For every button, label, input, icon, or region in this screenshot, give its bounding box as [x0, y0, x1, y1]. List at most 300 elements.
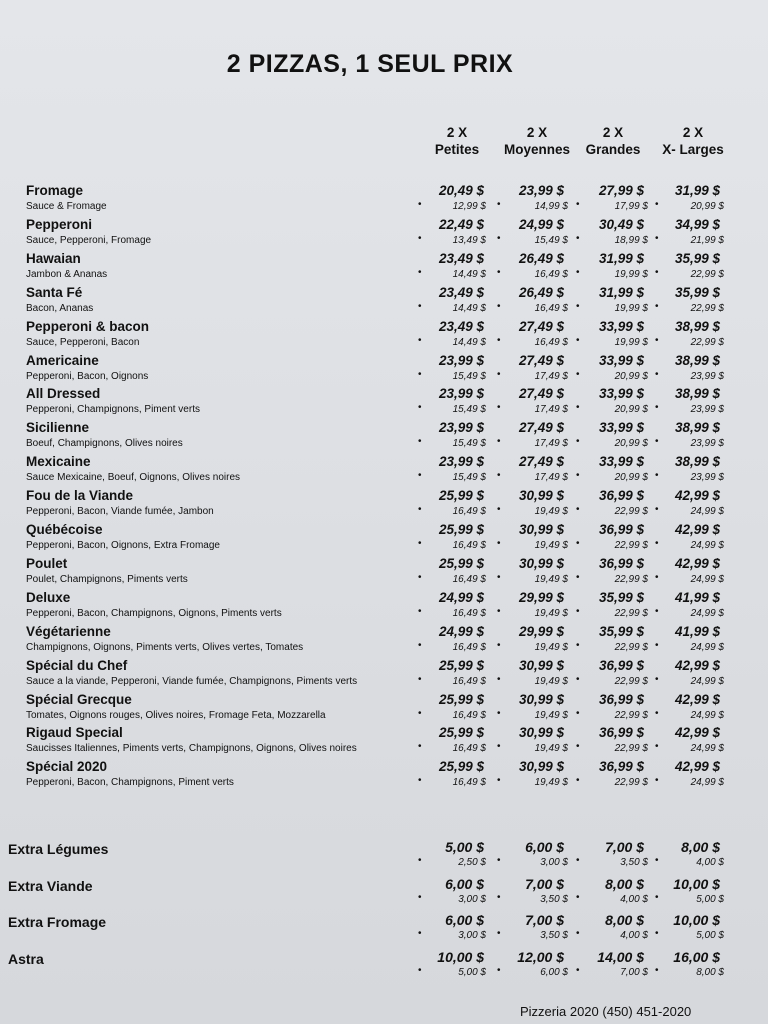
single-price: 13,49 $ — [452, 234, 486, 246]
single-price: 20,99 $ — [614, 370, 648, 382]
dot-leader: • — [497, 504, 501, 516]
double-price: 33,99 $ — [598, 386, 644, 402]
dot-leader: • — [418, 775, 422, 787]
double-price: 25,99 $ — [438, 555, 484, 571]
single-price: 16,49 $ — [452, 675, 486, 687]
menu-item — [0, 454, 768, 488]
extra-single-price: 3,50 $ — [540, 893, 568, 905]
single-price: 17,49 $ — [534, 404, 568, 416]
single-price: 19,49 $ — [534, 777, 568, 789]
dot-leader: • — [576, 368, 580, 380]
extra-single-price: 3,00 $ — [540, 857, 568, 868]
extra-single-price: 3,00 $ — [458, 930, 486, 942]
menu-item — [0, 386, 768, 420]
double-price: 22,49 $ — [438, 216, 484, 232]
pizza-name: Hawaian — [26, 250, 81, 266]
extra-name: Extra Fromage — [8, 914, 107, 931]
double-price: 25,99 $ — [438, 759, 484, 775]
dot-leader: • — [576, 891, 580, 903]
pizza-name: Rigaud Special — [26, 725, 123, 741]
dot-leader: • — [497, 855, 501, 866]
double-price: 25,99 $ — [438, 691, 484, 707]
double-price: 35,99 $ — [674, 284, 720, 300]
extra-item — [0, 839, 768, 875]
pizza-ingredients: Saucisses Italiennes, Piments verts, Champignons, Oignons, Olives noires — [26, 743, 357, 755]
double-price: 23,49 $ — [438, 250, 484, 266]
single-price: 14,49 $ — [452, 268, 486, 280]
double-price: 36,99 $ — [598, 725, 644, 741]
pizza-ingredients: Pepperoni, Bacon, Oignons — [26, 370, 149, 382]
single-price: 22,99 $ — [614, 709, 648, 721]
dot-leader: • — [655, 470, 659, 482]
double-price: 29,99 $ — [518, 589, 564, 605]
extra-single-price: 4,00 $ — [696, 857, 724, 868]
menu-item — [0, 624, 768, 658]
dot-leader: • — [576, 741, 580, 753]
pizza-ingredients: Pepperoni, Champignons, Piment verts — [26, 404, 200, 416]
single-price: 23,99 $ — [690, 370, 724, 382]
extra-double-price: 16,00 $ — [673, 948, 720, 965]
extra-single-price: 3,00 $ — [458, 893, 486, 905]
dot-leader: • — [576, 334, 580, 346]
dot-leader: • — [418, 402, 422, 414]
double-price: 27,49 $ — [518, 318, 564, 334]
dot-leader: • — [497, 232, 501, 244]
dot-leader: • — [418, 928, 422, 940]
double-price: 27,49 $ — [518, 420, 564, 436]
menu-item — [0, 251, 768, 285]
dot-leader: • — [497, 436, 501, 448]
extra-double-price: 5,00 $ — [445, 839, 484, 855]
dot-leader: • — [418, 504, 422, 516]
double-price: 42,99 $ — [674, 759, 720, 775]
single-price: 23,99 $ — [690, 472, 724, 484]
single-price: 15,49 $ — [452, 404, 486, 416]
dot-leader: • — [418, 436, 422, 448]
pizza-name: All Dressed — [26, 386, 101, 402]
extra-double-price: 7,00 $ — [525, 912, 564, 929]
extra-single-price: 5,00 $ — [696, 893, 724, 905]
single-price: 17,99 $ — [614, 201, 648, 212]
double-price: 42,99 $ — [674, 555, 720, 571]
single-price: 16,49 $ — [534, 336, 568, 348]
dot-leader: • — [418, 368, 422, 380]
dot-leader: • — [576, 707, 580, 719]
dot-leader: • — [418, 964, 422, 976]
dot-leader: • — [655, 928, 659, 940]
single-price: 22,99 $ — [690, 302, 724, 314]
pizza-ingredients: Boeuf, Champignons, Olives noires — [26, 438, 183, 450]
extra-double-price: 7,00 $ — [525, 875, 564, 892]
double-price: 24,99 $ — [438, 623, 484, 639]
dot-leader: • — [576, 470, 580, 482]
dot-leader: • — [497, 891, 501, 903]
extra-double-price: 10,00 $ — [673, 875, 720, 892]
pizza-ingredients: Sauce Mexicaine, Boeuf, Oignons, Olives noires — [26, 472, 240, 484]
single-price: 16,49 $ — [452, 709, 486, 721]
pizza-ingredients: Sauce, Pepperoni, Bacon — [26, 336, 140, 348]
single-price: 15,49 $ — [452, 370, 486, 382]
dot-leader: • — [655, 775, 659, 787]
dot-leader: • — [497, 368, 501, 380]
dot-leader: • — [497, 605, 501, 617]
single-price: 22,99 $ — [614, 540, 648, 551]
dot-leader: • — [418, 639, 422, 651]
double-price: 36,99 $ — [598, 657, 644, 673]
single-price: 24,99 $ — [690, 641, 724, 653]
dot-leader: • — [497, 266, 501, 278]
dot-leader: • — [655, 538, 659, 549]
dot-leader: • — [655, 504, 659, 516]
double-price: 38,99 $ — [674, 454, 720, 470]
menu-item — [0, 725, 768, 759]
pizza-name: Deluxe — [26, 589, 71, 605]
double-price: 30,99 $ — [518, 522, 564, 537]
dot-leader: • — [576, 605, 580, 617]
dot-leader: • — [655, 673, 659, 685]
single-price: 15,49 $ — [452, 472, 486, 484]
extra-single-price: 4,00 $ — [620, 930, 648, 942]
dot-leader: • — [497, 964, 501, 976]
double-price: 23,99 $ — [438, 454, 484, 470]
single-price: 19,99 $ — [614, 302, 648, 314]
dot-leader: • — [576, 673, 580, 685]
dot-leader: • — [497, 741, 501, 753]
double-price: 29,99 $ — [518, 623, 564, 639]
double-price: 31,99 $ — [598, 250, 644, 266]
dot-leader: • — [655, 707, 659, 719]
single-price: 22,99 $ — [690, 268, 724, 280]
dot-leader: • — [418, 741, 422, 753]
single-price: 24,99 $ — [690, 777, 724, 789]
extra-single-price: 4,00 $ — [620, 893, 648, 905]
extra-name: Extra Viande — [8, 877, 93, 894]
single-price: 24,99 $ — [690, 607, 724, 619]
dot-leader: • — [576, 504, 580, 516]
single-price: 19,49 $ — [534, 573, 568, 585]
extra-double-price: 7,00 $ — [605, 839, 644, 855]
double-price: 23,99 $ — [438, 352, 484, 368]
single-price: 16,49 $ — [452, 777, 486, 789]
double-price: 42,99 $ — [674, 725, 720, 741]
single-price: 19,49 $ — [534, 506, 568, 518]
extra-name: Astra — [8, 950, 44, 967]
single-price: 20,99 $ — [614, 438, 648, 450]
double-price: 42,99 $ — [674, 657, 720, 673]
single-price: 20,99 $ — [614, 472, 648, 484]
double-price: 23,49 $ — [438, 284, 484, 300]
menu-item — [0, 285, 768, 319]
double-price: 30,99 $ — [518, 691, 564, 707]
single-price: 24,99 $ — [690, 743, 724, 755]
dot-leader: • — [655, 436, 659, 448]
dot-leader: • — [497, 538, 501, 549]
menu-item — [0, 658, 768, 692]
double-price: 36,99 $ — [598, 759, 644, 775]
single-price: 20,99 $ — [614, 404, 648, 416]
single-price: 16,49 $ — [534, 302, 568, 314]
dot-leader: • — [655, 964, 659, 976]
dot-leader: • — [576, 855, 580, 866]
dot-leader: • — [497, 639, 501, 651]
pizza-name: Sicilienne — [26, 420, 90, 436]
double-price: 27,49 $ — [518, 352, 564, 368]
single-price: 22,99 $ — [614, 675, 648, 687]
extra-double-price: 8,00 $ — [681, 839, 720, 855]
double-price: 41,99 $ — [674, 589, 720, 605]
double-price: 31,99 $ — [598, 284, 644, 300]
column-header-petites: 2 X Petites — [434, 125, 480, 157]
dot-leader: • — [655, 741, 659, 753]
single-price: 24,99 $ — [690, 540, 724, 551]
extra-single-price: 2,50 $ — [458, 857, 486, 868]
pizza-ingredients: Champignons, Oignons, Piments verts, Olives vertes, Tomates — [26, 641, 304, 653]
extra-single-price: 6,00 $ — [540, 966, 568, 978]
dot-leader: • — [655, 334, 659, 346]
dot-leader: • — [497, 775, 501, 787]
extra-single-price: 3,50 $ — [540, 930, 568, 942]
single-price: 17,49 $ — [534, 370, 568, 382]
double-price: 33,99 $ — [598, 318, 644, 334]
dot-leader: • — [497, 334, 501, 346]
single-price: 14,99 $ — [534, 201, 568, 212]
single-price: 14,49 $ — [452, 336, 486, 348]
dot-leader: • — [576, 402, 580, 414]
column-header-moyennes: 2 X Moyennes — [503, 125, 571, 157]
single-price: 15,49 $ — [452, 438, 486, 450]
extra-single-price: 5,00 $ — [458, 966, 486, 978]
dot-leader: • — [497, 470, 501, 482]
double-price: 42,99 $ — [674, 522, 720, 537]
dot-leader: • — [497, 673, 501, 685]
double-price: 23,99 $ — [518, 183, 564, 198]
dot-leader: • — [655, 368, 659, 380]
dot-leader: • — [576, 571, 580, 583]
extra-single-price: 5,00 $ — [696, 930, 724, 942]
dot-leader: • — [655, 266, 659, 278]
single-price: 16,49 $ — [452, 540, 486, 551]
double-price: 25,99 $ — [438, 522, 484, 537]
pizza-ingredients: Tomates, Oignons rouges, Olives noires, Fromage Feta, Mozzarella — [26, 709, 326, 721]
dot-leader: • — [497, 402, 501, 414]
double-price: 26,49 $ — [518, 284, 564, 300]
double-price: 30,99 $ — [518, 759, 564, 775]
single-price: 24,99 $ — [690, 709, 724, 721]
single-price: 22,99 $ — [614, 607, 648, 619]
dot-leader: • — [418, 673, 422, 685]
double-price: 35,99 $ — [598, 589, 644, 605]
single-price: 19,49 $ — [534, 675, 568, 687]
dot-leader: • — [655, 891, 659, 903]
dot-leader: • — [418, 891, 422, 903]
extra-double-price: 14,00 $ — [597, 948, 644, 965]
double-price: 38,99 $ — [674, 386, 720, 402]
menu-item — [0, 759, 768, 793]
dot-leader: • — [418, 855, 422, 866]
extra-double-price: 10,00 $ — [673, 912, 720, 929]
dot-leader: • — [418, 538, 422, 549]
dot-leader: • — [418, 707, 422, 719]
double-price: 36,99 $ — [598, 522, 644, 537]
single-price: 22,99 $ — [614, 573, 648, 585]
single-price: 19,49 $ — [534, 709, 568, 721]
extra-double-price: 6,00 $ — [445, 875, 484, 892]
double-price: 30,99 $ — [518, 725, 564, 741]
pizza-ingredients: Pepperoni, Bacon, Viande fumée, Jambon — [26, 506, 214, 518]
single-price: 18,99 $ — [614, 234, 648, 246]
single-price: 22,99 $ — [614, 777, 648, 789]
pizza-ingredients: Jambon & Ananas — [26, 268, 108, 280]
single-price: 20,99 $ — [690, 201, 724, 212]
single-price: 19,49 $ — [534, 540, 568, 551]
double-price: 27,49 $ — [518, 454, 564, 470]
extra-double-price: 8,00 $ — [605, 912, 644, 929]
double-price: 42,99 $ — [674, 488, 720, 504]
pizza-ingredients: Pepperoni, Bacon, Champignons, Piment verts — [26, 777, 234, 789]
dot-leader: • — [576, 928, 580, 940]
dot-leader: • — [655, 199, 659, 210]
double-price: 38,99 $ — [674, 420, 720, 436]
single-price: 19,49 $ — [534, 607, 568, 619]
double-price: 31,99 $ — [674, 183, 720, 198]
dot-leader: • — [576, 436, 580, 448]
dot-leader: • — [418, 199, 422, 210]
dot-leader: • — [497, 928, 501, 940]
extra-item — [0, 876, 768, 912]
double-price: 27,99 $ — [598, 183, 644, 198]
dot-leader: • — [418, 470, 422, 482]
dot-leader: • — [576, 538, 580, 549]
dot-leader: • — [418, 266, 422, 278]
single-price: 22,99 $ — [614, 641, 648, 653]
single-price: 16,49 $ — [452, 743, 486, 755]
menu-item — [0, 488, 768, 522]
single-price: 14,49 $ — [452, 302, 486, 314]
double-price: 20,49 $ — [438, 183, 484, 198]
double-price: 23,99 $ — [438, 420, 484, 436]
pizza-name: Végétarienne — [26, 623, 111, 639]
dot-leader: • — [655, 232, 659, 244]
dot-leader: • — [655, 571, 659, 583]
pizza-ingredients: Pepperoni, Bacon, Champignons, Oignons, Piments verts — [26, 607, 282, 619]
dot-leader: • — [497, 199, 501, 210]
extra-name: Extra Légumes — [8, 841, 109, 857]
extra-single-price: 7,00 $ — [620, 966, 648, 978]
extra-double-price: 12,00 $ — [517, 948, 564, 965]
single-price: 17,49 $ — [534, 472, 568, 484]
menu-item — [0, 692, 768, 726]
single-price: 22,99 $ — [690, 336, 724, 348]
pizza-name: Pepperoni & bacon — [26, 318, 150, 334]
pizza-ingredients: Pepperoni, Bacon, Oignons, Extra Fromage — [26, 540, 220, 551]
single-price: 16,49 $ — [452, 607, 486, 619]
dot-leader: • — [497, 300, 501, 312]
single-price: 16,49 $ — [534, 268, 568, 280]
dot-leader: • — [576, 266, 580, 278]
double-price: 30,99 $ — [518, 657, 564, 673]
single-price: 12,99 $ — [452, 201, 486, 212]
double-price: 27,49 $ — [518, 386, 564, 402]
single-price: 16,49 $ — [452, 573, 486, 585]
pizza-name: Americaine — [26, 352, 99, 368]
double-price: 36,99 $ — [598, 488, 644, 504]
dot-leader: • — [655, 300, 659, 312]
double-price: 35,99 $ — [674, 250, 720, 266]
dot-leader: • — [655, 855, 659, 866]
pizza-name: Spécial Grecque — [26, 691, 132, 707]
menu-item — [0, 319, 768, 353]
double-price: 25,99 $ — [438, 657, 484, 673]
dot-leader: • — [655, 605, 659, 617]
double-price: 23,99 $ — [438, 386, 484, 402]
extra-single-price: 3,50 $ — [620, 857, 648, 868]
single-price: 15,49 $ — [534, 234, 568, 246]
single-price: 17,49 $ — [534, 438, 568, 450]
extra-item — [0, 949, 768, 985]
menu-item — [0, 556, 768, 590]
menu-item — [0, 420, 768, 454]
pizza-name: Santa Fé — [26, 284, 83, 300]
single-price: 21,99 $ — [690, 234, 724, 246]
dot-leader: • — [576, 639, 580, 651]
single-price: 19,99 $ — [614, 336, 648, 348]
dot-leader: • — [655, 639, 659, 651]
double-price: 24,99 $ — [518, 216, 564, 232]
pizza-name: Spécial du Chef — [26, 657, 128, 673]
double-price: 25,99 $ — [438, 488, 484, 504]
single-price: 24,99 $ — [690, 506, 724, 518]
dot-leader: • — [655, 402, 659, 414]
pizza-name: Poulet — [26, 555, 68, 571]
single-price: 23,99 $ — [690, 404, 724, 416]
single-price: 24,99 $ — [690, 675, 724, 687]
double-price: 30,99 $ — [518, 555, 564, 571]
extra-double-price: 6,00 $ — [525, 839, 564, 855]
double-price: 30,49 $ — [598, 216, 644, 232]
double-price: 38,99 $ — [674, 318, 720, 334]
extra-double-price: 10,00 $ — [437, 948, 484, 965]
single-price: 16,49 $ — [452, 641, 486, 653]
pizza-name: Pepperoni — [26, 216, 93, 232]
column-header-x-larges: 2 X X- Larges — [662, 125, 724, 157]
double-price: 33,99 $ — [598, 420, 644, 436]
double-price: 35,99 $ — [598, 623, 644, 639]
pizza-name: Fou de la Viande — [26, 488, 134, 504]
menu-item — [0, 183, 768, 217]
menu-item — [0, 522, 768, 556]
double-price: 33,99 $ — [598, 454, 644, 470]
single-price: 24,99 $ — [690, 573, 724, 585]
dot-leader: • — [497, 571, 501, 583]
double-price: 33,99 $ — [598, 352, 644, 368]
dot-leader: • — [418, 232, 422, 244]
double-price: 25,99 $ — [438, 725, 484, 741]
dot-leader: • — [576, 300, 580, 312]
dot-leader: • — [418, 334, 422, 346]
single-price: 19,99 $ — [614, 268, 648, 280]
menu-item — [0, 217, 768, 251]
double-price: 23,49 $ — [438, 318, 484, 334]
dot-leader: • — [576, 199, 580, 210]
single-price: 23,99 $ — [690, 438, 724, 450]
double-price: 42,99 $ — [674, 691, 720, 707]
pizza-name: Spécial 2020 — [26, 759, 108, 775]
page-title: 2 PIZZAS, 1 SEUL PRIX — [226, 50, 514, 78]
pizzeria-contact: Pizzeria 2020 (450) 451-2020 — [520, 1004, 692, 1019]
pizza-ingredients: Bacon, Ananas — [26, 302, 94, 314]
double-price: 34,99 $ — [674, 216, 720, 232]
pizza-name: Mexicaine — [26, 454, 91, 470]
